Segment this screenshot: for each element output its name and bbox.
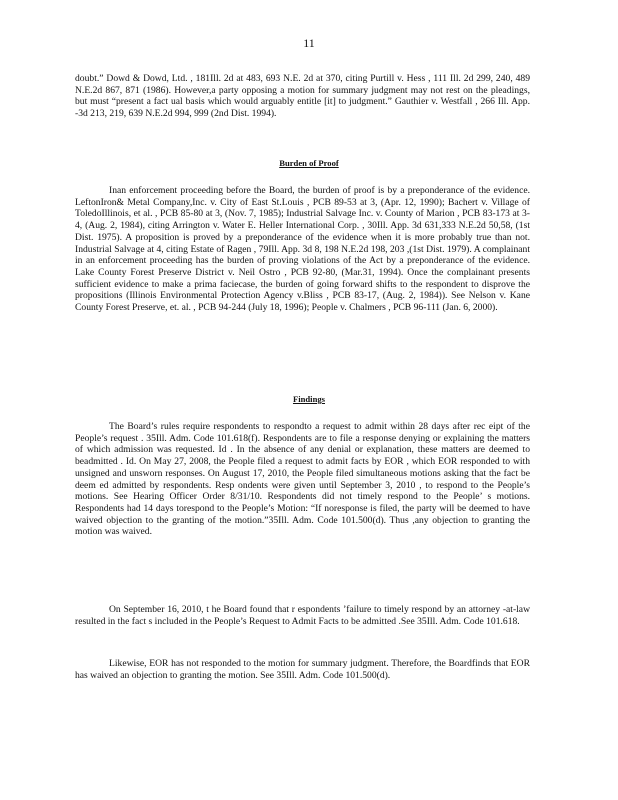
intro-paragraph: doubt.” Dowd & Dowd, Ltd. , 181Ill. 2d at 483, 693 N.E. 2d at 370, citing Purtill v. Hess , 111 Ill. 2d 299, 240, 489 N.E.2d 867, 871 (1986). However,a party opposing a motion for summary judgment may not rest on the pleadings, but must “present a fact ual basis which would arguably entitle [it] to judgment.” Gauthier v. Westfall , 266 Ill. App. -3d 213, 219, 639 N.E.2d 994, 999 (2nd Dist. 1994).: [75, 73, 530, 120]
burden-of-proof-paragraph: Inan enforcement proceeding before the Board, the burden of proof is by a preponderance of the evidence. LeftonIron& Metal Company,Inc. v. City of East St.Louis , PCB 89-53 at 3, (Apr. 12, 1990); Bachert v. Village of ToledoIllinois, et al. , PCB 85-80 at 3, (Nov. 7, 1985); Industrial Salvage Inc. v. County of Marion , PCB 83-173 at 3-4, (Aug. 2, 1984), citing Arrington v. Water E. Heller International Corp. , 30Ill. App. 3d 631,333 N.E.2d 50,58, (1st Dist. 1975). A proposition is proved by a preponderance of the evidence when it is more probably true than not. Industrial Salvage at 4, citing Estate of Ragen , 79Ill. App. 3d 8, 198 N.E.2d 198, 203 ,(1st Dist. 1979). A complainant in an enforcement proceeding has the burden of proving violations of the Act by a preponderance of the evidence. Lake County Forest Preserve District v. Neil Ostro , PCB 92-80, (Mar.31, 1994). Once the complainant presents sufficient evidence to make a prima faciecase, the burden of going forward shifts to the respondent to disprove the propositions (Illinois Environmental Protection Agency v.Bliss , PCB 83-17, (Aug. 2, 1984)). See Nelson v. Kane County Forest Preserve, et. al. , PCB 94-244 (July 18, 1996); People v. Chalmers , PCB 96-111 (Jan. 6, 2000).: [75, 185, 530, 314]
findings-block-3: [75, 658, 530, 681]
findings-heading: Findings: [292, 394, 325, 404]
page-number: 11: [303, 36, 315, 50]
findings-paragraph-2: On September 16, 2010, t he Board found that r espondents ’failure to timely respond by an attorney -at-law resulted in the fact s included in the People’s Request to Admit Facts to be admitted .See 35Ill. Adm. Code 101.618.: [75, 604, 530, 627]
findings-block-2: [75, 604, 530, 627]
findings-paragraph-1: The Board’s rules require respondents to respondto a request to admit within 28 days after rec eipt of the People’s request . 35Ill. Adm. Code 101.618(f). Respondents are to file a response denying or explaining the matters of which admission was requested. Id . In the absence of any denial or explanation, these matters are deemed to beadmitted . Id. On May 27, 2008, the People filed a request to admit facts by EOR , which EOR responded to with unsigned and unsworn responses. On August 17, 2010, the People filed simultaneous motions asking that the fact be deem ed admitted by respondents. Resp ondents were given until September 3, 2010 , to respond to the People’s motions. See Hearing Officer Order 8/31/10. Respondents did not timely respond to the People’ s motions. Respondents had 14 days torespond to the People’s Motion: “If noresponse is filed, the party will be deemed to have waived objection to the granting of the motion.”35Ill. Adm. Code 101.500(d). Thus ,any objection to granting the motion was waived.: [75, 421, 530, 538]
burden-of-proof-block: [75, 185, 530, 314]
findings-paragraph-3: Likewise, EOR has not responded to the motion for summary judgment. Therefore, the Boardfinds that EOR has waived an objection to granting the motion. See 35Ill. Adm. Code 101.500(d).: [75, 658, 530, 681]
intro-block: [75, 73, 530, 120]
burden-of-proof-heading: Burden of Proof: [279, 158, 339, 168]
findings-block-1: [75, 421, 530, 538]
